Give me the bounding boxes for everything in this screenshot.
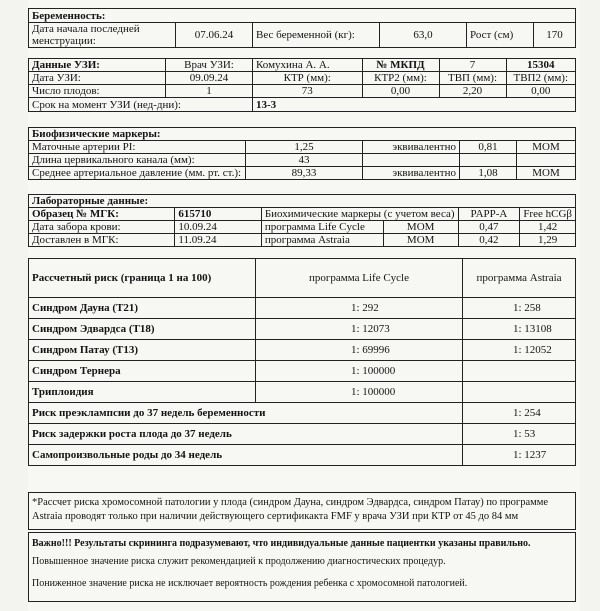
tvp2-label: ТВП2 (мм): <box>506 72 576 85</box>
risk-row-lc: 1: 100000 <box>256 361 463 382</box>
bio-row-unit: MOM <box>517 167 576 180</box>
mkpd-value2: 15304 <box>506 59 576 72</box>
bio-row-value: 1,25 <box>246 141 363 154</box>
notes-line3: Пониженное значение риска не исключает вероятность рождения ребенка с хромосомной патологией. <box>32 578 468 589</box>
weight-label: Вес беременной (кг): <box>253 23 380 48</box>
lab-table <box>28 194 576 247</box>
bio-row-value: 89,33 <box>246 167 363 180</box>
important-notes <box>28 532 576 602</box>
risk-row-label: Триплоидия <box>29 382 256 403</box>
mkpd-label: № МКПД <box>362 59 439 72</box>
important-line: Важно!!! Результаты скрининга подразумевают, что индивидуальные данные пациентки указаны правильно. <box>32 538 531 549</box>
risk-row-astraia: 1: 12052 <box>463 340 576 361</box>
fetus-label: Число плодов: <box>29 85 166 98</box>
us-date-label: Дата УЗИ: <box>29 72 166 85</box>
lab-mom-lc: MOM <box>383 221 458 234</box>
hcg-lc: 1,42 <box>520 221 576 234</box>
bio-row-equiv: эквивалентно <box>363 167 460 180</box>
risk-row-astraia <box>463 361 576 382</box>
ultrasound-table <box>28 58 576 112</box>
us-date-value: 09.09.24 <box>166 72 253 85</box>
tvp-value: 2,20 <box>439 85 506 98</box>
us-title: Данные УЗИ: <box>29 59 166 72</box>
footnote: *Рассчет риска хромосомной патологии у плода (синдром Дауна, синдром Эдвардса, синдром Патау) по программе Astraia проводят только при наличии действующего сертификакта FMF у врача УЗИ при КТР от 45 до 84 мм <box>28 492 576 530</box>
lab-title: Лабораторные данные: <box>29 195 576 208</box>
papp-label: PAPP-A <box>458 208 520 221</box>
risk-row-lc: 1: 100000 <box>256 382 463 403</box>
risk-row-astraia: 1: 258 <box>463 298 576 319</box>
ktr-value: 73 <box>253 85 363 98</box>
sample-label: Образец № МГК: <box>29 208 175 221</box>
bio-row-unit: MOM <box>517 141 576 154</box>
term-value: 13-3 <box>253 98 576 112</box>
delivered-value: 11.09.24 <box>175 234 261 247</box>
height-label: Рост (см) <box>467 23 534 48</box>
bio-title: Биофизические маркеры: <box>29 128 576 141</box>
blood-date-value: 10.09.24 <box>175 221 261 234</box>
sample-value: 615710 <box>175 208 261 221</box>
us-doctor-label: Врач УЗИ: <box>166 59 253 72</box>
bio-row-equiv: эквивалентно <box>363 141 460 154</box>
risk-row-astraia <box>463 382 576 403</box>
ktr2-value: 0,00 <box>362 85 439 98</box>
height-value: 170 <box>534 23 576 48</box>
risk-extra-astraia: 1: 254 <box>463 403 576 424</box>
risk-row-label: Синдром Эдвардса (T18) <box>29 319 256 340</box>
pregnancy-title: Беременность: <box>29 9 576 23</box>
risk-row-lc: 1: 292 <box>256 298 463 319</box>
bio-row-equiv <box>363 154 460 167</box>
markers-label: Биохимические маркеры (с учетом веса) <box>261 208 458 221</box>
bio-row-unit <box>517 154 576 167</box>
risk-extra-astraia: 1: 1237 <box>463 445 576 466</box>
risk-header: Рассчетный риск (граница 1 на 100) <box>29 259 256 298</box>
blood-date-label: Дата забора крови: <box>29 221 175 234</box>
risk-row-lc: 1: 69996 <box>256 340 463 361</box>
risk-col-astraia: программа Astraia <box>463 259 576 298</box>
notes-line2: Повышенное значение риска служит рекомендацией к продолжению диагностических процедур. <box>32 556 446 567</box>
hcg-astraia: 1,29 <box>520 234 576 247</box>
risk-row-label: Синдром Патау (T13) <box>29 340 256 361</box>
risk-table <box>28 258 576 466</box>
bio-row-mom <box>460 154 517 167</box>
bio-row-mom: 1,08 <box>460 167 517 180</box>
biophysical-table <box>28 127 576 180</box>
risk-row-lc: 1: 12073 <box>256 319 463 340</box>
hcg-label: Free hCGβ <box>520 208 576 221</box>
tvp-label: ТВП (мм): <box>439 72 506 85</box>
weight-value: 63,0 <box>380 23 467 48</box>
mkpd-value1: 7 <box>439 59 506 72</box>
bio-row-value: 43 <box>246 154 363 167</box>
bio-row-label: Длина цервикального канала (мм): <box>29 154 246 167</box>
term-label: Срок на момент УЗИ (нед-дни): <box>29 98 253 112</box>
delivered-label: Доставлен в МГК: <box>29 234 175 247</box>
lab-mom-astraia: MOM <box>383 234 458 247</box>
risk-row-label: Синдром Дауна (T21) <box>29 298 256 319</box>
risk-row-astraia: 1: 13108 <box>463 319 576 340</box>
lmp-label: Дата начала последней менструации: <box>29 23 176 48</box>
risk-row-label: Синдром Тернера <box>29 361 256 382</box>
bio-row-label: Среднее артериальное давление (мм. рт. ст.): <box>29 167 246 180</box>
us-doctor-value: Комухина А. А. <box>253 59 363 72</box>
ktr2-label: КТР2 (мм): <box>362 72 439 85</box>
lab-program-lc: программа Life Cycle <box>261 221 383 234</box>
papp-lc: 0,47 <box>458 221 520 234</box>
bio-row-mom: 0,81 <box>460 141 517 154</box>
risk-extra-label: Риск задержки роста плода до 37 недель <box>29 424 463 445</box>
bio-row-label: Маточные артерии PI: <box>29 141 246 154</box>
lab-program-astraia: программа Astraia <box>261 234 383 247</box>
risk-extra-label: Самопроизвольные роды до 34 недель <box>29 445 463 466</box>
tvp2-value: 0,00 <box>506 85 576 98</box>
risk-extra-astraia: 1: 53 <box>463 424 576 445</box>
pregnancy-table <box>28 8 576 48</box>
risk-col-lc: программа Life Cycle <box>256 259 463 298</box>
risk-extra-label: Риск преэклампсии до 37 недель беременности <box>29 403 463 424</box>
papp-astraia: 0,42 <box>458 234 520 247</box>
screening-report <box>28 0 580 611</box>
fetus-value: 1 <box>166 85 253 98</box>
lmp-value: 07.06.24 <box>176 23 253 48</box>
ktr-label: КТР (мм): <box>253 72 363 85</box>
